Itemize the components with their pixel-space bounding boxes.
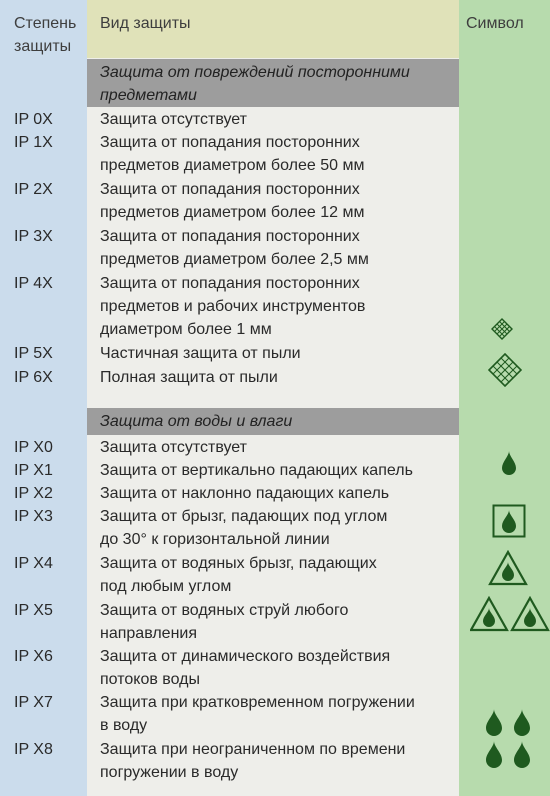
protection-description: до 30° к горизонтальной линии (100, 531, 330, 548)
ip-code: IP X0 (14, 439, 53, 456)
ip-code: IP X1 (14, 462, 53, 479)
ip-code: IP X3 (14, 508, 53, 525)
two-drops-icon (484, 740, 534, 770)
protection-description: под любым углом (100, 578, 232, 595)
water-drop-icon (501, 450, 517, 476)
two-drops-in-triangles-icon (470, 596, 550, 632)
ip-code: IP 5X (14, 345, 53, 362)
ip-code: IP 0X (14, 111, 53, 128)
protection-description: Защита от попадания посторонних (100, 134, 360, 151)
ip-code: IP X8 (14, 741, 53, 758)
protection-description: Защита отсутствует (100, 439, 247, 456)
protection-description: Частичная защита от пыли (100, 345, 301, 362)
ip-code: IP 3X (14, 228, 53, 245)
protection-description: Защита от попадания посторонних (100, 228, 360, 245)
ip-code: IP X6 (14, 648, 53, 665)
protection-description: погружении в воду (100, 764, 239, 781)
ip-code: IP X4 (14, 555, 53, 572)
ip-code: IP X5 (14, 602, 53, 619)
ip-code: IP 2X (14, 181, 53, 198)
two-drops-icon (484, 708, 534, 738)
degree-header-line2: защиты (14, 38, 72, 55)
protection-description: в воду (100, 717, 148, 734)
protection-description: Защита отсутствует (100, 111, 247, 128)
degree-header-line1: Степень (14, 15, 77, 32)
protection-description: Защита от брызг, падающих под углом (100, 508, 388, 525)
protection-description: потоков воды (100, 671, 200, 688)
protection-description: диаметром более 1 мм (100, 321, 272, 338)
protection-description: Защита от попадания посторонних (100, 181, 360, 198)
ip-code: IP 1X (14, 134, 53, 151)
protection-description: предметов диаметром более 2,5 мм (100, 251, 369, 268)
protection-description: предметов диаметром более 50 мм (100, 157, 365, 174)
symbol-column (459, 0, 550, 796)
ip-code: IP 4X (14, 275, 53, 292)
ip-code: IP X7 (14, 694, 53, 711)
symbol-header: Символ (466, 15, 524, 32)
small-grid-diamond-icon (491, 318, 513, 340)
section-title: Защита от повреждений посторонними (100, 64, 410, 81)
protection-description: Защита при неограниченном по времени (100, 741, 406, 758)
protection-description: Защита от наклонно падающих капель (100, 485, 390, 502)
section-title: предметами (100, 87, 197, 104)
protection-description: Защита от попадания посторонних (100, 275, 360, 292)
drop-in-square-icon (492, 504, 526, 538)
ip-code: IP X2 (14, 485, 53, 502)
protection-description: предметов диаметром более 12 мм (100, 204, 365, 221)
protection-description: Полная защита от пыли (100, 369, 278, 386)
protection-description: Защита от водяных брызг, падающих (100, 555, 377, 572)
protection-description: предметов и рабочих инструментов (100, 298, 366, 315)
protection-description: Защита от водяных струй любого (100, 602, 349, 619)
drop-in-triangle-icon (488, 550, 528, 586)
ip-code: IP 6X (14, 369, 53, 386)
section-title: Защита от воды и влаги (100, 413, 293, 430)
protection-description: Защита при кратковременном погружении (100, 694, 415, 711)
protection-description: направления (100, 625, 197, 642)
description-header: Вид защиты (100, 15, 191, 32)
grid-diamond-icon (488, 353, 522, 387)
protection-description: Защита от вертикально падающих капель (100, 462, 413, 479)
protection-description: Защита от динамического воздействия (100, 648, 391, 665)
